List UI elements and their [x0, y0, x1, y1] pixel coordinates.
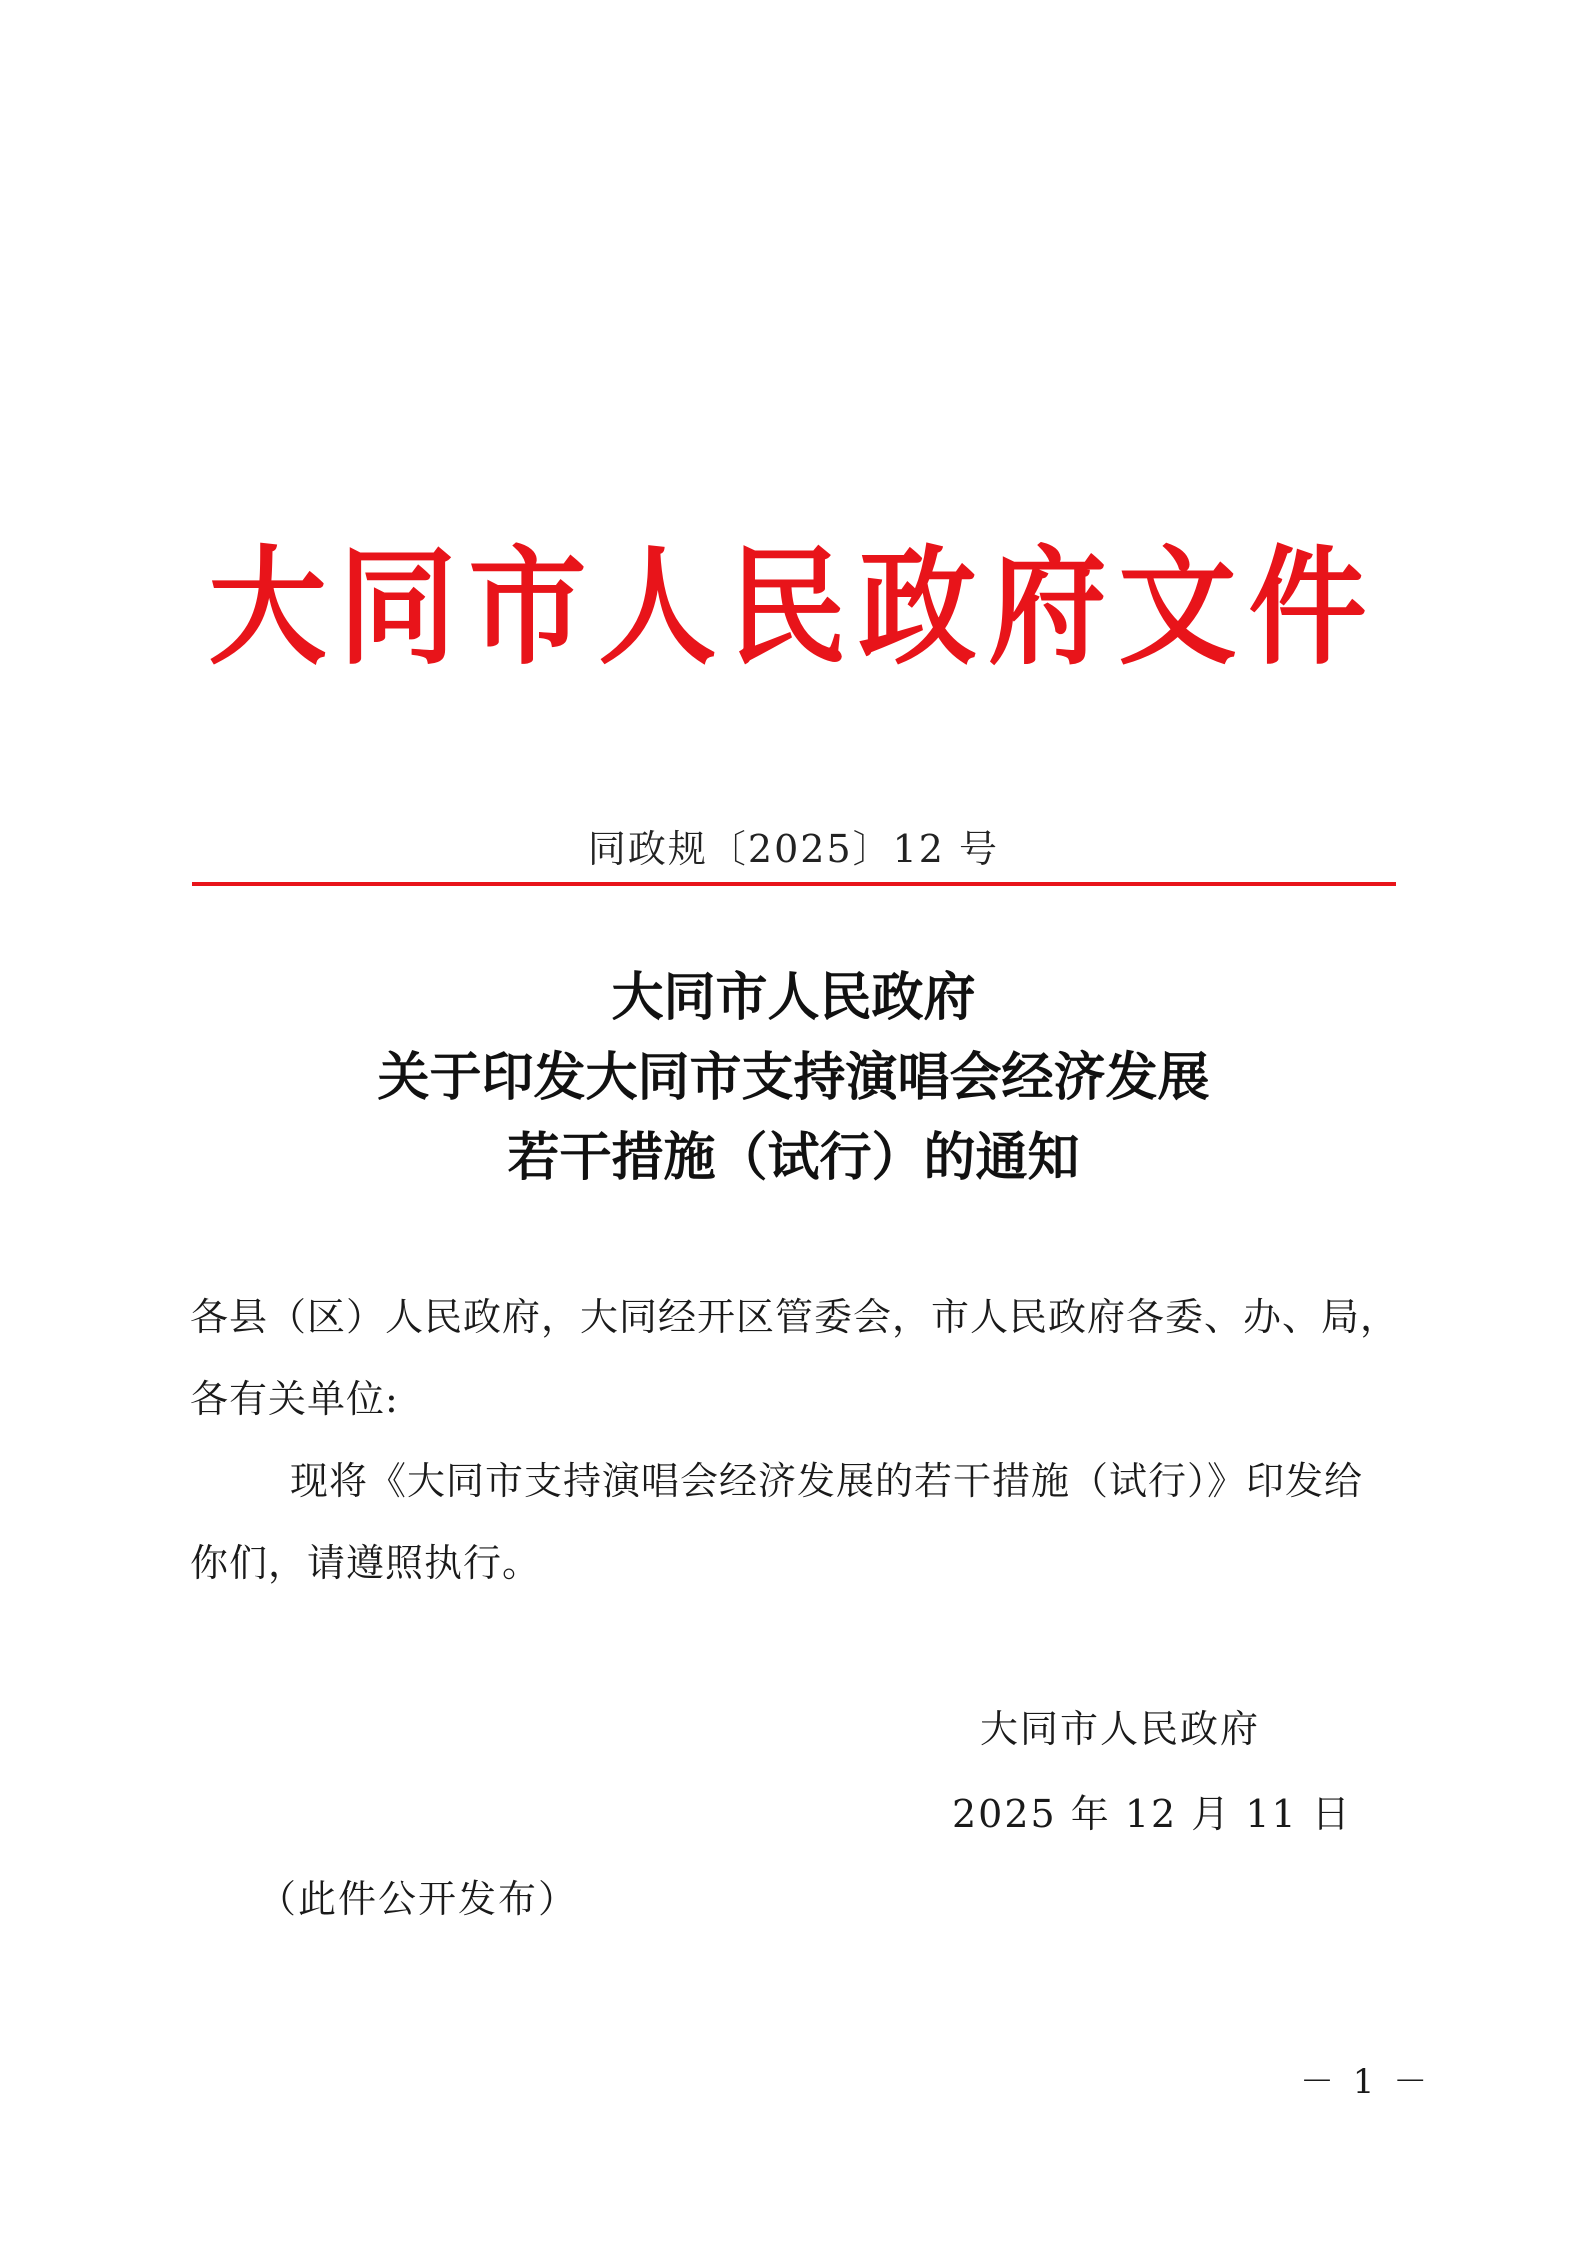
salutation: 各县（区）人民政府，大同经开区管委会，市人民政府各委、办、局，各有关单位: [190, 1295, 1400, 1421]
publication-note: （此件公开发布） [258, 1877, 579, 1921]
title-line-1: 大同市人民政府 [611, 967, 976, 1028]
red-divider-line [192, 882, 1396, 886]
notice-title [0, 958, 1587, 1198]
signature-organization: 大同市人民政府 [980, 1707, 1261, 1751]
page-number: － 1 － [1300, 2062, 1432, 2102]
issuer-title: 大同市人民政府文件 [208, 532, 1379, 682]
title-line-2: 关于印发大同市支持演唱会经济发展 [377, 1047, 1210, 1108]
body-paragraph: 现将《大同市支持演唱会经济发展的若干措施（试行）》印发给你们，请遵照执行。 [190, 1459, 1364, 1585]
title-line-3: 若干措施（试行）的通知 [507, 1127, 1080, 1188]
document-number: 同政规〔2025〕12 号 [587, 827, 1000, 871]
signature-date: 2025 年 12 月 11 日 [952, 1792, 1352, 1836]
